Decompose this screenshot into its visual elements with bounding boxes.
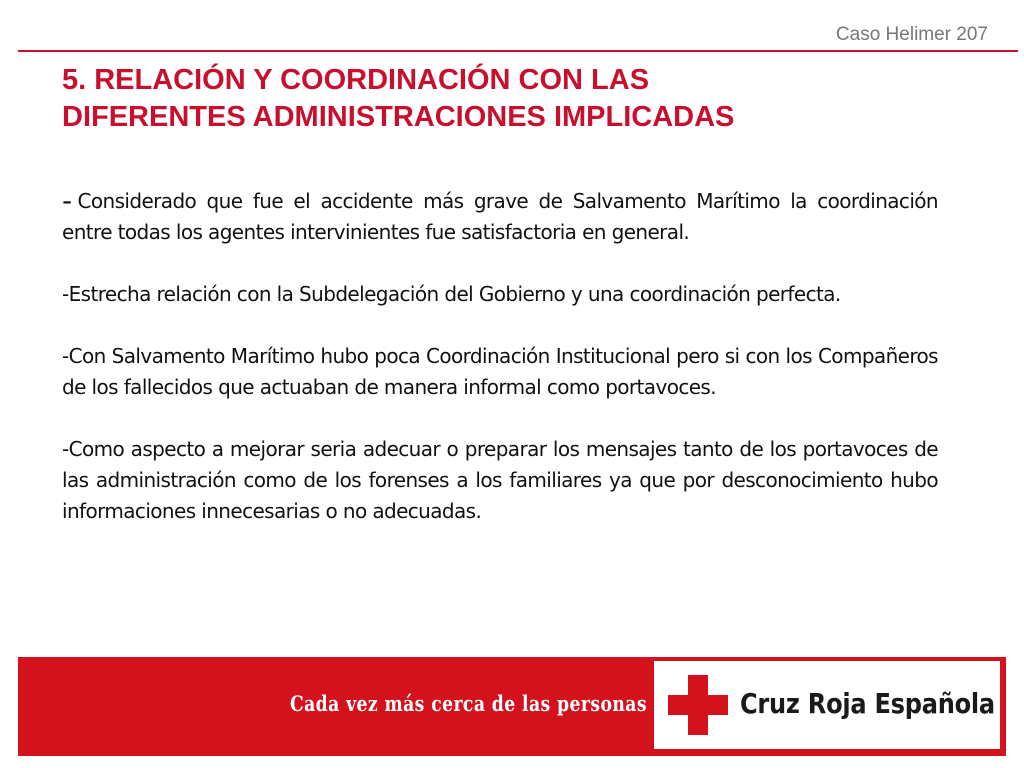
slide-title-line-1: 5. RELACIÓN Y COORDINACIÓN CON LAS bbox=[62, 64, 650, 96]
red-cross-icon bbox=[668, 675, 728, 735]
paragraph-1 bbox=[62, 186, 938, 248]
bullet-dash: - bbox=[62, 184, 72, 217]
logo-brand-name: Cruz Roja Española bbox=[740, 687, 995, 720]
paragraph-3: -Con Salvamento Marítimo hubo poca Coordinación Institucional pero si con los Compañeros de los fallecidos que actuaban de manera informal como portavoces. bbox=[62, 344, 938, 399]
footer-banner bbox=[18, 657, 1006, 756]
slide-title-line-2: DIFERENTES ADMINISTRACIONES IMPLICADAS bbox=[62, 101, 735, 133]
header-divider bbox=[18, 50, 1018, 52]
paragraph-4: -Como aspecto a mejorar seria adecuar o preparar los mensajes tanto de los portavoces de las administración como de los forenses a los familiares ya que por desconocimiento hubo informaciones innecesarias o no adecuadas. bbox=[62, 437, 938, 523]
slide-body bbox=[62, 186, 938, 558]
paragraph-2: -Estrecha relación con la Subdelegación del Gobierno y una coordinación perfecta. bbox=[62, 282, 841, 306]
paragraph-1-text: Considerado que fue el accidente más grave de Salvamento Marítimo la coordinación entre todas los agentes intervinientes fue satisfactoria en general. bbox=[62, 189, 938, 244]
cruz-roja-logo bbox=[654, 661, 1000, 749]
slide-header-label: Caso Helimer 207 bbox=[835, 24, 988, 45]
footer-tagline: Cada vez más cerca de las personas bbox=[290, 691, 647, 716]
slide-title bbox=[62, 62, 962, 136]
